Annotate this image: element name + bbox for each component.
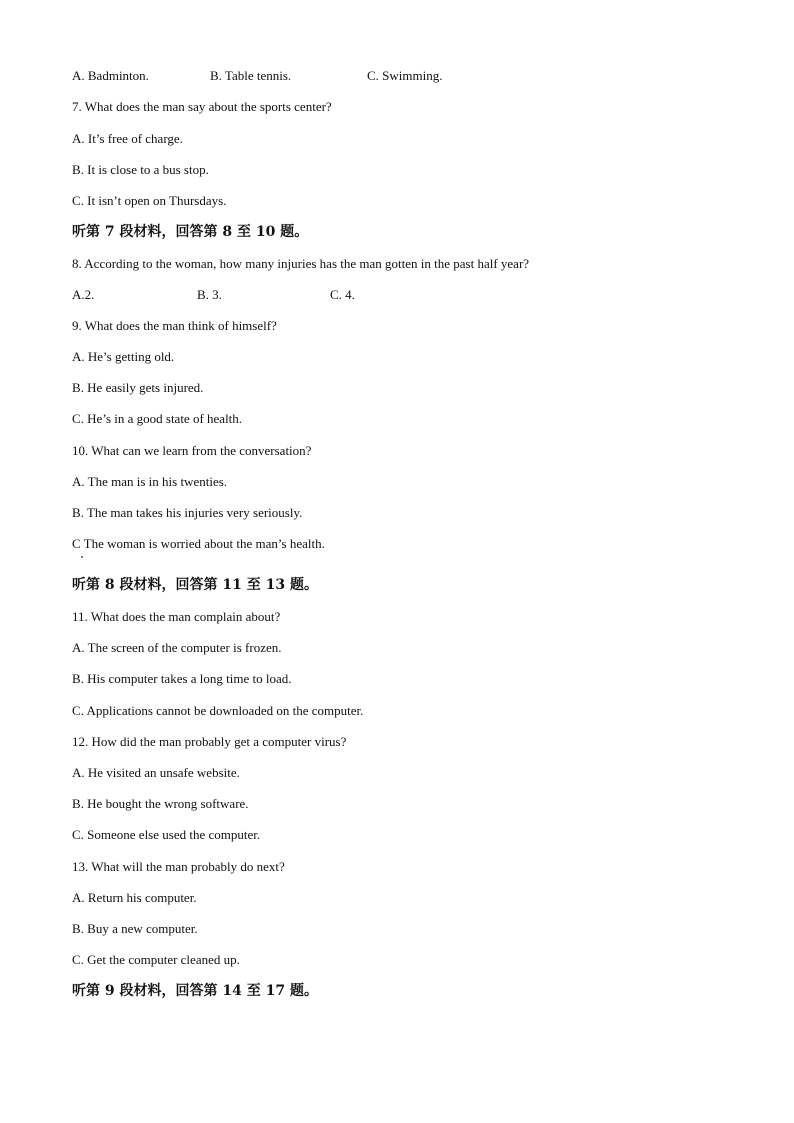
- q9-question: 9. What does the man think of himself?: [72, 318, 277, 333]
- q7-question: 7. What does the man say about the sports center?: [72, 99, 332, 114]
- q9-option-b: B. He easily gets injured.: [72, 380, 204, 395]
- q7-option-c: C. It isn’t open on Thursdays.: [72, 193, 227, 208]
- q6-option-b: B. Table tennis.: [210, 68, 292, 83]
- q7-option-a: A. It’s free of charge.: [72, 131, 183, 146]
- q12-option-a: A. He visited an unsafe website.: [72, 765, 240, 780]
- q11-option-b: B. His computer takes a long time to load.: [72, 671, 292, 686]
- q6-options: [72, 68, 592, 84]
- q10-option-a: A. The man is in his twenties.: [72, 474, 228, 489]
- section-9-heading: 听第 9 段材料，回答第 14 至 17 题。: [72, 983, 318, 999]
- q8-option-c: C. 4.: [330, 287, 355, 302]
- q8-question: 8. According to the woman, how many injuries has the man gotten in the past half year?: [72, 256, 530, 271]
- q10-option-b: B. The man takes his injuries very seriously.: [72, 505, 303, 520]
- q10-question: 10. What can we learn from the conversation?: [72, 443, 312, 458]
- q13-option-b: B. Buy a new computer.: [72, 921, 198, 936]
- q6-option-c: C. Swimming.: [367, 68, 443, 83]
- q11-question: 11. What does the man complain about?: [72, 609, 281, 624]
- q12-option-b: B. He bought the wrong software.: [72, 796, 249, 811]
- q10-option-c: C The woman is worried about the man’s health.: [72, 536, 325, 551]
- q9-option-c: C. He’s in a good state of health.: [72, 411, 243, 426]
- q6-option-a: A. Badminton.: [72, 68, 149, 83]
- q8-option-a: A.2.: [72, 287, 95, 302]
- q8-option-b: B. 3.: [197, 287, 222, 302]
- section-7-heading: 听第 7 段材料，回答第 8 至 10 题。: [72, 224, 309, 240]
- q13-option-c: C. Get the computer cleaned up.: [72, 952, 240, 967]
- section-8-heading: 听第 8 段材料，回答第 11 至 13 题。: [72, 577, 318, 593]
- q9-option-a: A. He’s getting old.: [72, 349, 175, 364]
- q11-option-c: C. Applications cannot be downloaded on the computer.: [72, 703, 364, 718]
- stray-dot-mark: [81, 556, 83, 558]
- q7-option-b: B. It is close to a bus stop.: [72, 162, 209, 177]
- q12-option-c: C. Someone else used the computer.: [72, 827, 261, 842]
- q12-question: 12. How did the man probably get a computer virus?: [72, 734, 347, 749]
- q13-question: 13. What will the man probably do next?: [72, 859, 285, 874]
- q13-option-a: A. Return his computer.: [72, 890, 197, 905]
- q8-options: [72, 287, 592, 303]
- q11-option-a: A. The screen of the computer is frozen.: [72, 640, 282, 655]
